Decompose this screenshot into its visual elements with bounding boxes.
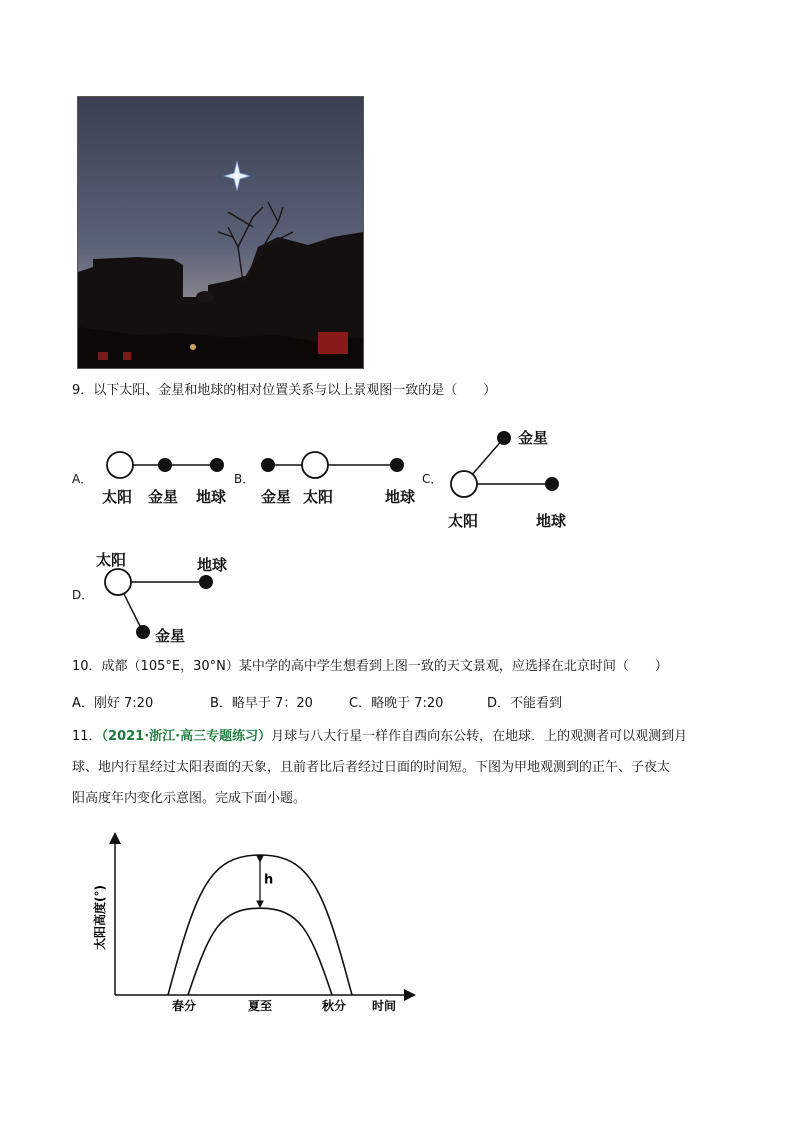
venus-photo [77, 96, 364, 369]
q10-option-a: A．刚好 7:20 [72, 696, 154, 711]
option-b-label-earth: 地球 [385, 488, 416, 506]
option-c-label-venus: 金星 [518, 429, 549, 447]
y-axis-label: 太阳高度(°) [93, 885, 107, 950]
x-axis-label: 时间 [372, 999, 397, 1013]
option-a-label-earth: 地球 [196, 488, 227, 506]
option-d-label-sun: 太阳 [96, 551, 127, 569]
option-b-diagram [255, 445, 415, 485]
option-d-letter: D． [72, 588, 94, 602]
earth-dot [545, 477, 559, 491]
h-annotation: h [264, 872, 274, 888]
earth-dot [390, 458, 404, 472]
sun-circle [105, 569, 131, 595]
question-10-text: 10．成都（105°E，30°N）某中学的高中学生想看到上图一致的天文景观，应选择在北京时间（ ） [72, 659, 668, 674]
option-a-label-venus: 金星 [148, 488, 179, 506]
option-a-letter: A． [72, 472, 93, 486]
q10-option-d: D．不能看到 [487, 696, 563, 711]
q10-option-b: B．略早于 7：20 [210, 696, 313, 711]
option-c-letter: C． [422, 472, 443, 486]
earth-dot [210, 458, 224, 472]
x-tick-spring-equinox: 春分 [172, 999, 197, 1013]
q10-option-c: C．略晚于 7:20 [349, 696, 444, 711]
sun-circle [302, 452, 328, 478]
earth-dot [199, 575, 213, 589]
venus-dot [497, 431, 511, 445]
option-b-label-sun: 太阳 [303, 488, 334, 506]
option-c-diagram [440, 420, 570, 500]
question-11-source: （2021·浙江·高三专题练习） [101, 729, 272, 744]
venus-dot [158, 458, 172, 472]
question-11-line3: 阳高度年内变化示意图。完成下面小题。 [72, 791, 307, 806]
x-tick-autumn-equinox: 秋分 [322, 999, 347, 1013]
sun-circle [451, 471, 477, 497]
question-11-number: 11． [72, 729, 102, 744]
option-d-label-earth: 地球 [197, 556, 228, 574]
dusk-sky-image [78, 97, 363, 368]
x-tick-summer-solstice: 夏至 [248, 999, 273, 1013]
question-11-line2: 球、地内行星经过太阳表面的天象，且前者比后者经过日面的时间短。下图为甲地观测到的正午、子夜太 [72, 760, 671, 775]
venus-dot [136, 625, 150, 639]
option-b-label-venus: 金星 [261, 488, 292, 506]
question-11-line1: 月球与八大行星一样作自西向东公转，在地球．上的观测者可以观测到月 [271, 729, 688, 744]
option-d-label-venus: 金星 [155, 627, 186, 645]
sun-altitude-chart [80, 830, 430, 1020]
option-c-label-sun: 太阳 [448, 512, 479, 530]
option-b-letter: B． [234, 472, 255, 486]
option-a-label-sun: 太阳 [102, 488, 133, 506]
venus-dot [261, 458, 275, 472]
option-c-label-earth: 地球 [536, 512, 567, 530]
sun-circle [107, 452, 133, 478]
question-9-text: 9．以下太阳、金星和地球的相对位置关系与以上景观图一致的是（ ） [72, 383, 497, 398]
midnight-altitude-curve [188, 908, 332, 995]
question-11-text [72, 721, 752, 814]
